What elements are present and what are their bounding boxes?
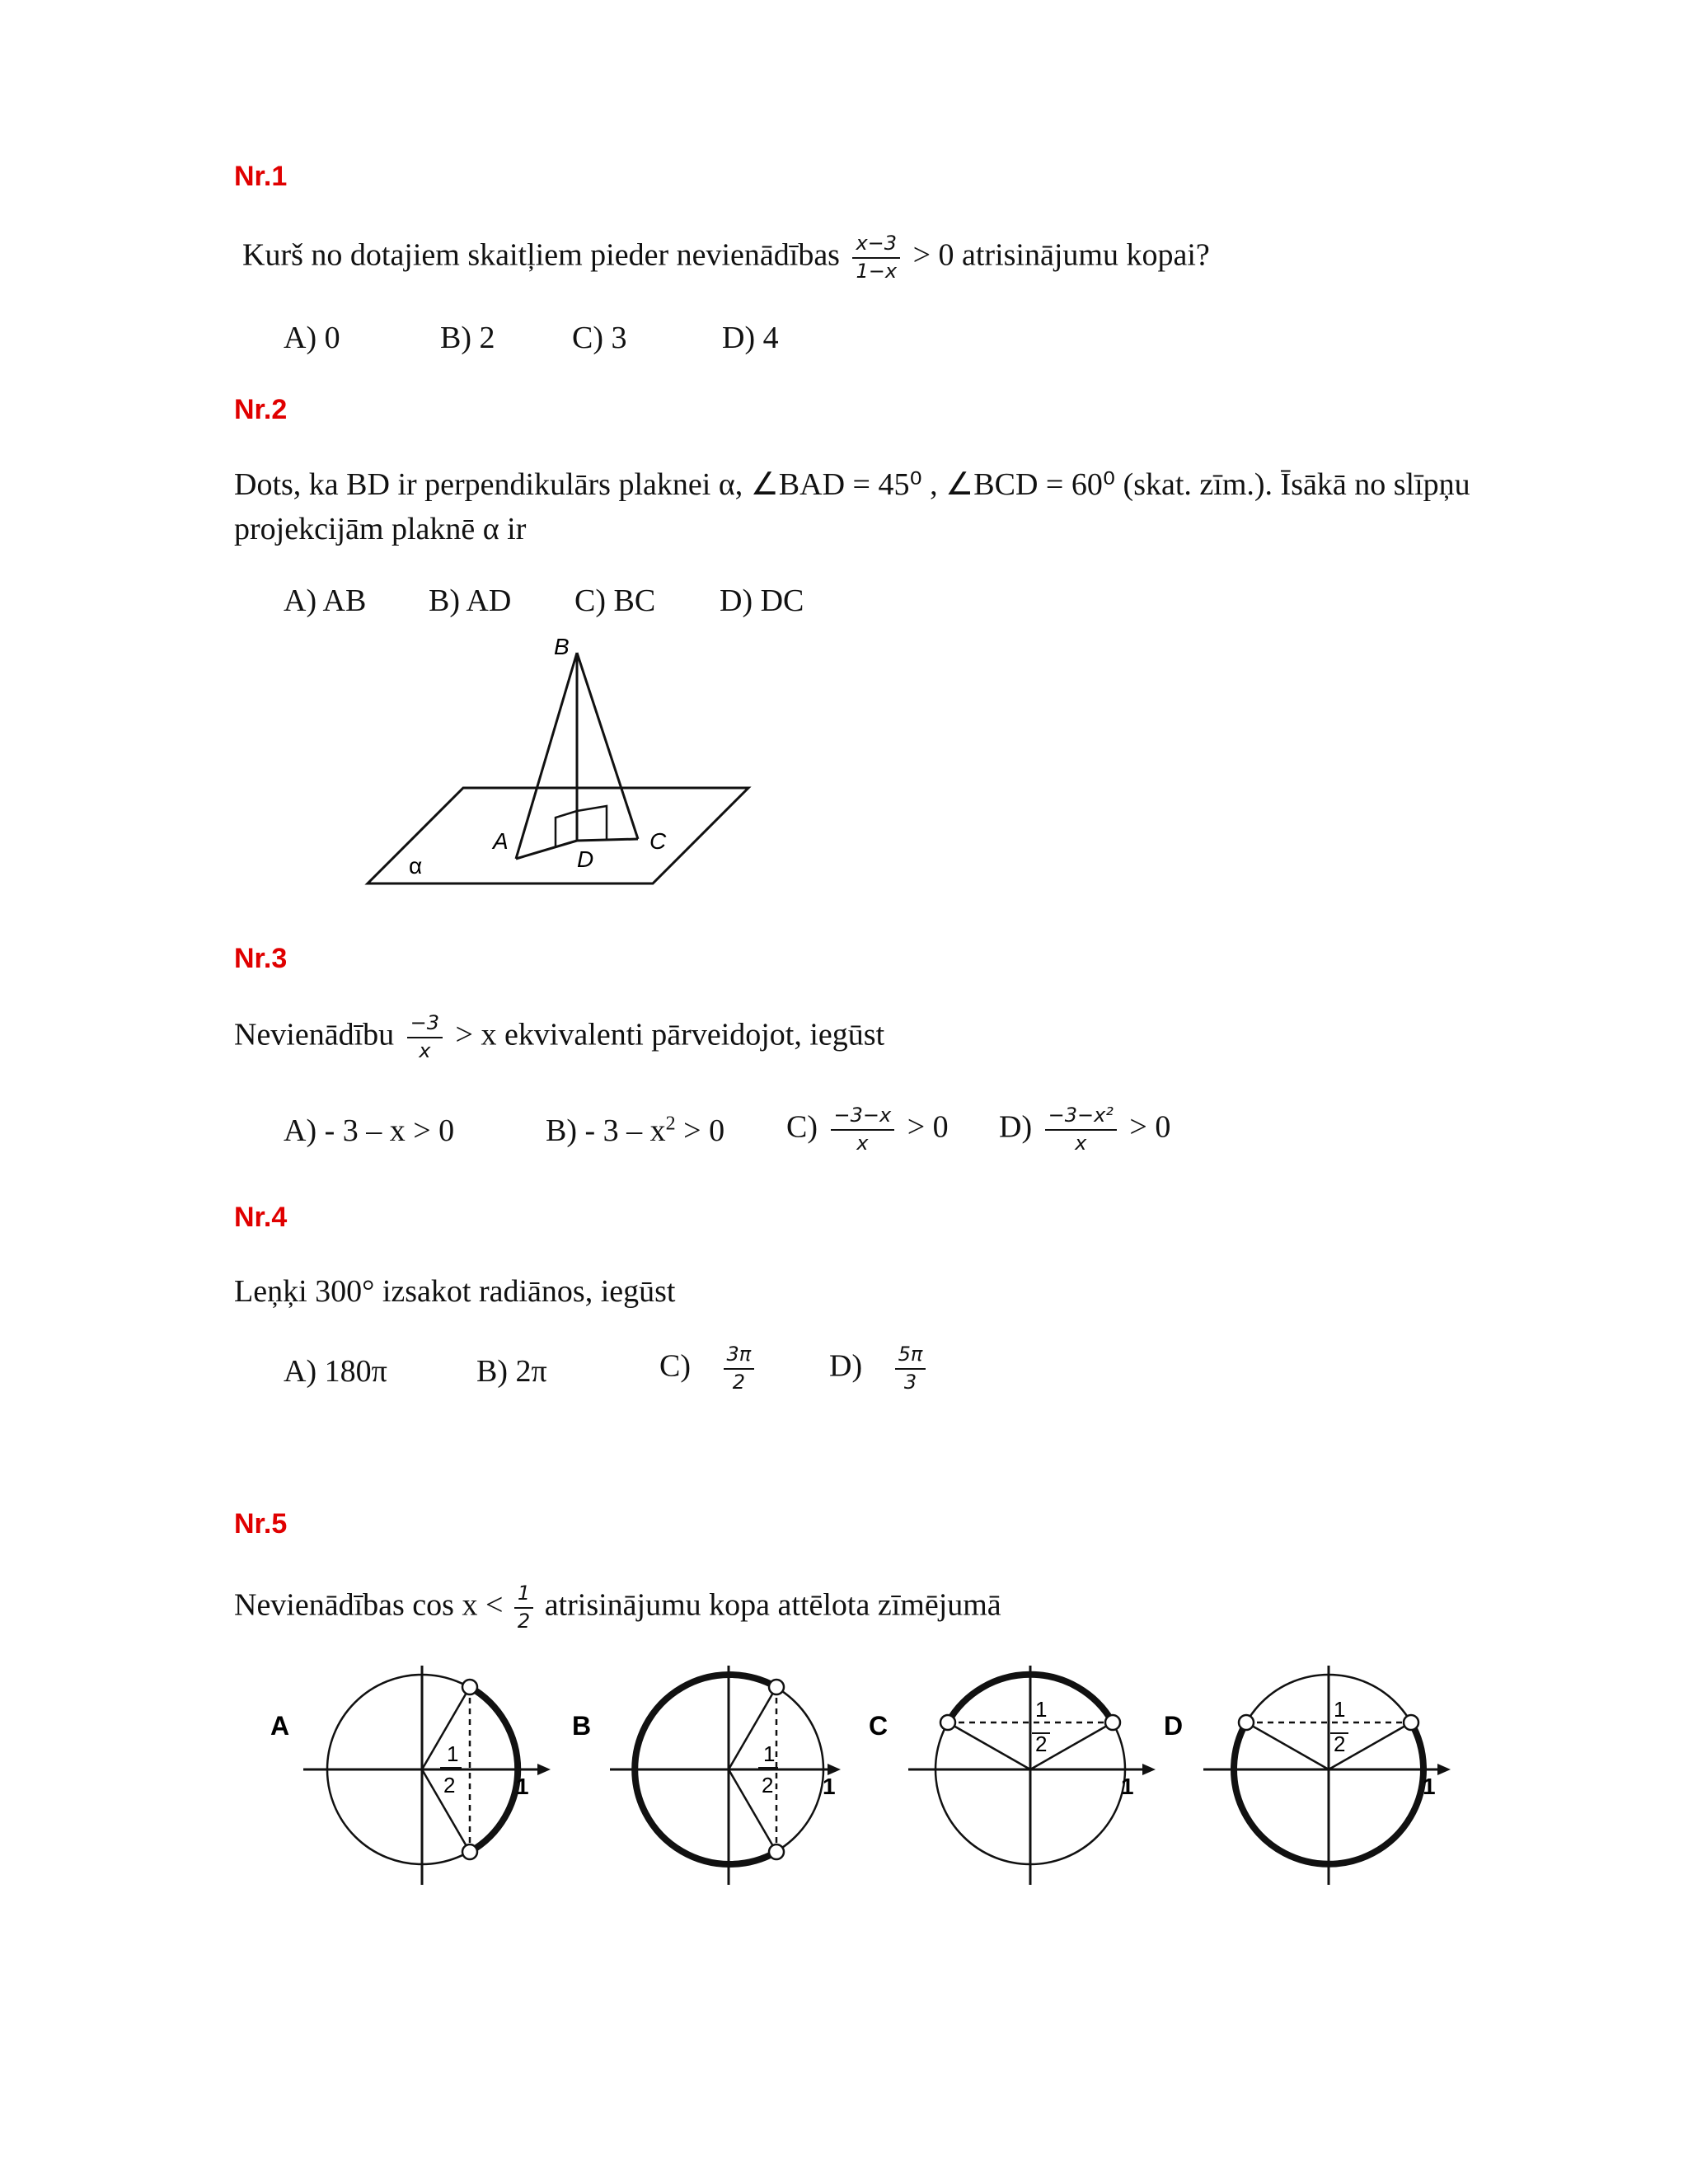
open-point-upper — [462, 1680, 477, 1694]
question-1-fraction — [852, 232, 900, 283]
q3-option-d[interactable] — [999, 1104, 1170, 1155]
fraction-denominator: 2 — [732, 1370, 745, 1394]
question-4-text: Leņķi 300° izsakot radiānos, iegūst — [234, 1274, 676, 1309]
question-3-text — [234, 1012, 884, 1062]
question-3-fraction — [407, 1012, 443, 1062]
q3-option-d-label: D) — [999, 1109, 1033, 1145]
fraction-numerator: 3π — [724, 1343, 755, 1370]
unit-circle-option-d[interactable] — [1164, 1661, 1469, 1891]
q3-option-b-tail: > 0 — [675, 1113, 725, 1148]
open-point-left — [940, 1715, 955, 1730]
q2-option-d[interactable]: D) DC — [720, 583, 804, 618]
half-numerator: 1 — [1334, 1697, 1346, 1722]
q4-option-c-label: C) — [659, 1348, 691, 1384]
one-label: 1 — [823, 1774, 836, 1799]
question-5-text-start: Nevienādības cos x < — [234, 1587, 504, 1623]
unit-circle-option-c[interactable] — [869, 1661, 1174, 1891]
q4-option-c-fraction — [724, 1343, 755, 1394]
label-a: A — [493, 828, 509, 854]
one-label: 1 — [1423, 1774, 1436, 1799]
fraction-numerator: 5π — [895, 1343, 926, 1370]
circle-a-label: A — [270, 1711, 290, 1741]
fraction-numerator: −3−x — [831, 1104, 895, 1131]
right-angle-mark-right — [577, 806, 607, 839]
open-point-right — [1105, 1715, 1120, 1730]
q4-option-d[interactable] — [829, 1343, 931, 1394]
fraction-numerator: x−3 — [852, 232, 900, 259]
open-point-right — [1404, 1715, 1418, 1730]
q3-option-c-tail: > 0 — [907, 1109, 949, 1145]
label-alpha: α — [409, 853, 423, 879]
question-1-text-end: > 0 atrisinājumu kopai? — [912, 237, 1210, 273]
q3-option-d-tail: > 0 — [1129, 1109, 1171, 1145]
half-numerator: 1 — [1035, 1697, 1048, 1722]
unit-circle-option-a[interactable] — [264, 1661, 569, 1891]
segment-dc — [577, 839, 638, 841]
radius-left — [948, 1722, 1030, 1769]
fraction-denominator: 2 — [517, 1609, 531, 1633]
segment-ad — [516, 841, 577, 859]
segment-ba — [516, 653, 577, 859]
question-3-text-start: Nevienādību — [234, 1017, 395, 1052]
q3-option-a[interactable]: A) - 3 – x > 0 — [284, 1113, 455, 1148]
q1-option-c[interactable]: C) 3 — [572, 321, 627, 355]
fraction-numerator: 1 — [514, 1582, 533, 1609]
x-axis-arrow — [537, 1764, 551, 1775]
q3-option-c-label: C) — [786, 1109, 818, 1145]
question-2-line-2: projekcijām plaknē α ir — [234, 512, 527, 546]
question-5-fraction — [514, 1582, 533, 1633]
unit-circle-option-b[interactable] — [570, 1661, 875, 1891]
question-5-header: Nr.5 — [234, 1508, 288, 1540]
q1-option-b[interactable]: B) 2 — [440, 321, 495, 355]
q1-option-d[interactable]: D) 4 — [722, 321, 779, 355]
question-1-header: Nr.1 — [234, 161, 288, 192]
question-2-line-1: Dots, ka BD ir perpendikulārs plaknei α, ∠BAD = 45⁰ , ∠BCD = 60⁰ (skat. zīm.). Īsākā no slīpņu — [234, 467, 1470, 502]
q2-option-a[interactable]: A) AB — [284, 583, 367, 618]
fraction-denominator: 3 — [903, 1370, 917, 1394]
open-point-upper — [769, 1680, 784, 1694]
fraction-numerator: −3−x² — [1045, 1104, 1117, 1131]
q2-option-c[interactable]: C) BC — [574, 583, 656, 618]
q4-option-a[interactable]: A) 180π — [284, 1354, 387, 1389]
pyramid-plane-figure — [354, 635, 767, 890]
q3-option-d-fraction — [1045, 1104, 1117, 1155]
open-point-lower — [462, 1844, 477, 1859]
x-axis-arrow — [1142, 1764, 1156, 1775]
one-label: 1 — [1121, 1774, 1134, 1799]
half-denominator: 2 — [762, 1773, 774, 1797]
label-d: D — [577, 846, 594, 872]
fraction-denominator: x — [419, 1038, 431, 1062]
question-5-text-end: atrisinājumu kopa attēlota zīmējumā — [544, 1587, 1001, 1623]
fraction-denominator: x — [1075, 1131, 1087, 1155]
label-b: B — [554, 635, 570, 659]
circle-c-label: C — [869, 1711, 889, 1741]
open-point-left — [1239, 1715, 1254, 1730]
one-label: 1 — [516, 1774, 529, 1799]
q4-option-c[interactable] — [659, 1343, 759, 1394]
x-axis-arrow — [1437, 1764, 1451, 1775]
q4-option-b[interactable]: B) 2π — [476, 1354, 547, 1389]
half-numerator: 1 — [763, 1741, 776, 1766]
radius-left — [1246, 1722, 1329, 1769]
q4-option-d-label: D) — [829, 1348, 863, 1384]
q1-option-a[interactable]: A) 0 — [284, 321, 340, 355]
plane-alpha — [368, 788, 748, 883]
half-denominator: 2 — [1035, 1732, 1048, 1756]
question-5-text — [234, 1582, 1001, 1633]
q4-option-d-fraction — [895, 1343, 926, 1394]
half-denominator: 2 — [443, 1773, 456, 1797]
q3-option-c[interactable] — [786, 1104, 949, 1155]
open-point-lower — [769, 1844, 784, 1859]
radius-upper — [422, 1687, 470, 1769]
question-1-text — [242, 232, 1210, 283]
question-2-header: Nr.2 — [234, 394, 288, 425]
fraction-numerator: −3 — [407, 1012, 443, 1038]
label-c: C — [649, 828, 667, 854]
question-3-header: Nr.3 — [234, 943, 288, 974]
half-denominator: 2 — [1334, 1732, 1346, 1756]
q3-option-b-text: B) - 3 – x — [546, 1113, 666, 1148]
circle-b-label: B — [572, 1711, 592, 1741]
fraction-denominator: 1−x — [856, 259, 898, 283]
question-1-text-start: Kurš no dotajiem skaitļiem pieder nevienādības — [242, 237, 840, 273]
q3-option-b[interactable] — [546, 1113, 724, 1149]
fraction-denominator: x — [856, 1131, 869, 1155]
question-4-header: Nr.4 — [234, 1202, 288, 1233]
circle-d-label: D — [1164, 1711, 1184, 1741]
q3-option-c-fraction — [831, 1104, 895, 1155]
half-numerator: 1 — [447, 1741, 459, 1766]
q3-option-b-exponent: 2 — [665, 1113, 676, 1135]
question-3-text-end: > x ekvivalenti pārveidojot, iegūst — [455, 1017, 885, 1052]
q2-option-b[interactable]: B) AD — [429, 583, 512, 618]
